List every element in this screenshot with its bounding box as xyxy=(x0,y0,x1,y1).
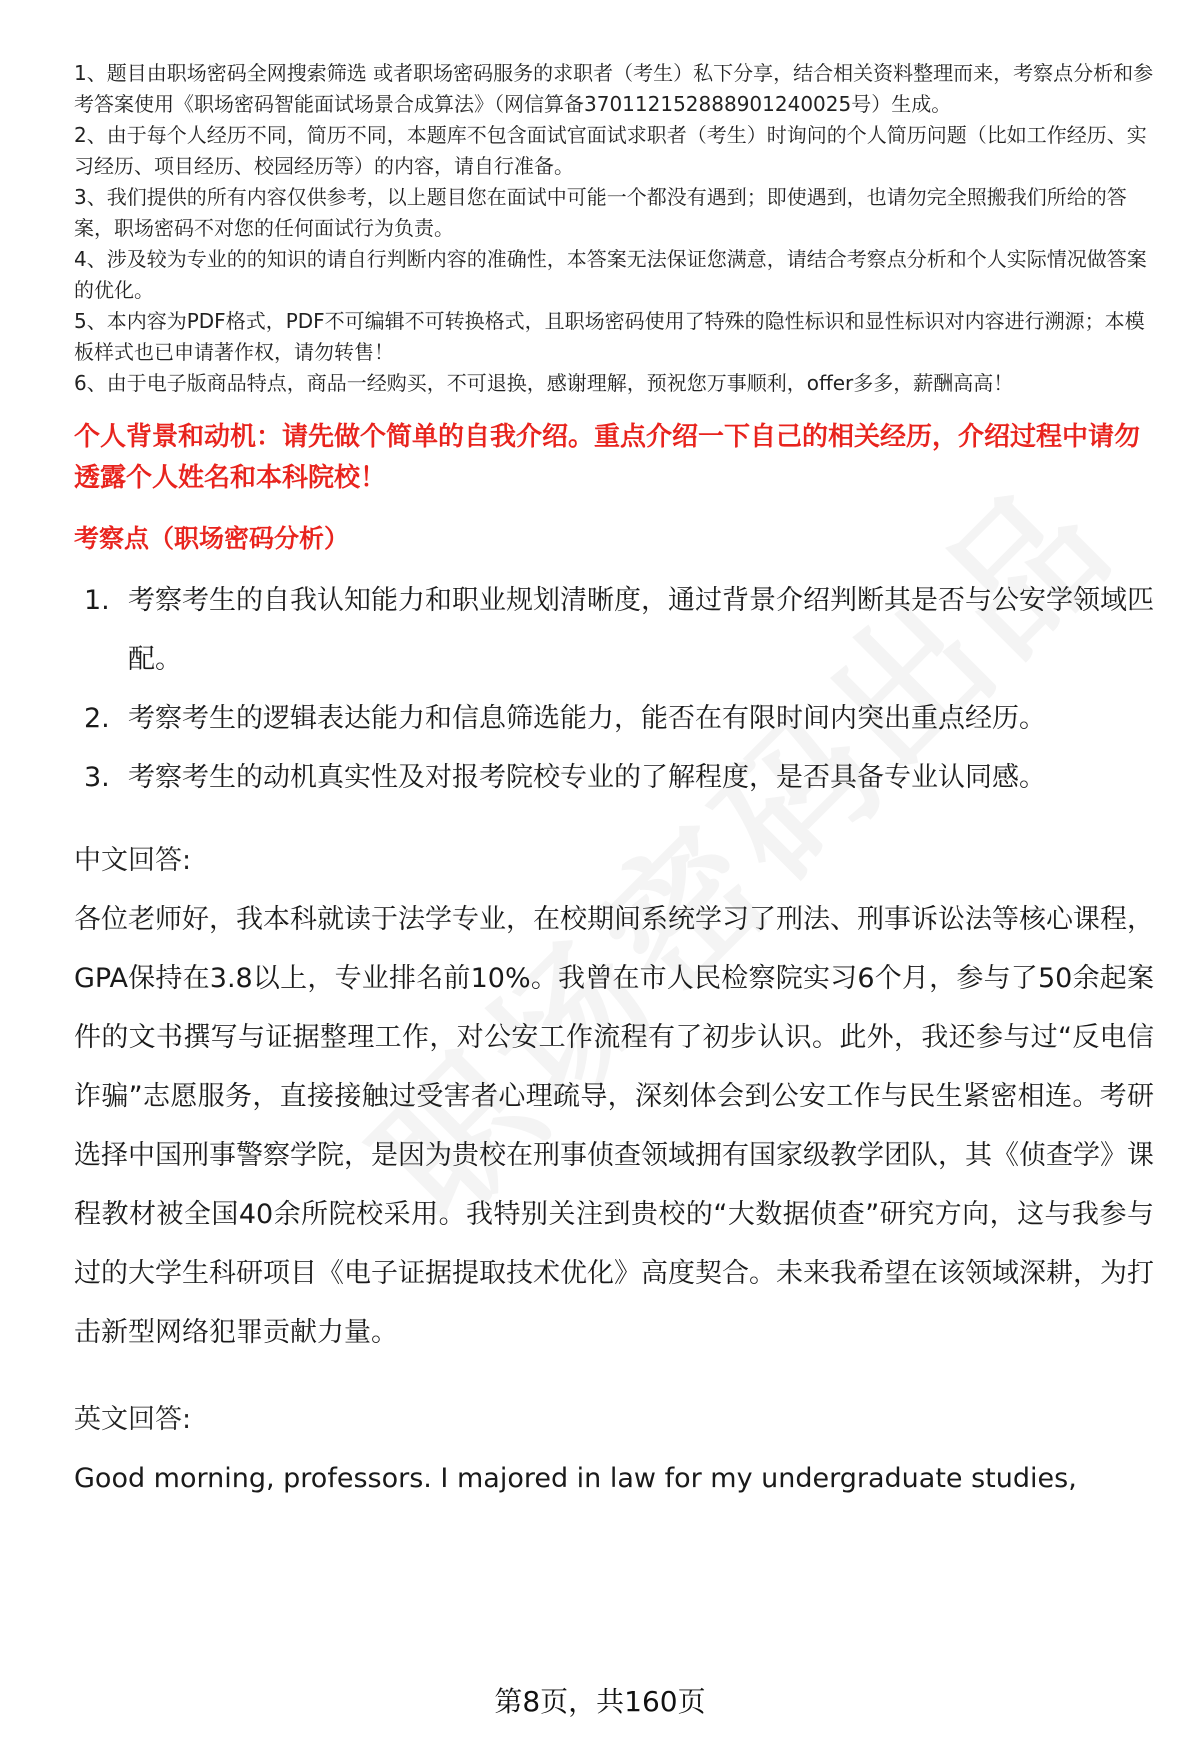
notice-item: 1、题目由职场密码全网搜索筛选 或者职场密码服务的求职者（考生）私下分享，结合相关资料整理而来，考察点分析和参考答案使用《职场密码智能面试场景合成算法》（网信算备370112152888901240025号）生成。 xyxy=(74,61,1154,116)
page-number: 第8页，共160页 xyxy=(494,1685,706,1718)
focus-point xyxy=(74,748,1154,807)
notice-section xyxy=(74,58,1154,399)
notice-item: 6、由于电子版商品特点，商品一经购买，不可退换，感谢理解，预祝您万事顺利，offer多多，薪酬高高！ xyxy=(74,371,1014,395)
notice-item: 5、本内容为PDF格式，PDF不可编辑不可转换格式，且职场密码使用了特殊的隐性标识和显性标识对内容进行溯源；本模板样式也已申请著作权，请勿转售！ xyxy=(74,309,1145,364)
focus-points-list xyxy=(74,571,1154,807)
focus-point-number: 3. xyxy=(84,762,110,793)
focus-point-number: 1. xyxy=(84,585,110,616)
english-answer-label: 英文回答: xyxy=(74,1404,192,1435)
focus-point-text: 考察考生的逻辑表达能力和信息筛选能力，能否在有限时间内突出重点经历。 xyxy=(128,703,1046,734)
focus-point xyxy=(74,689,1154,748)
focus-point-text: 考察考生的动机真实性及对报考院校专业的了解程度，是否具备专业认同感。 xyxy=(128,762,1046,793)
focus-title: 考察点（职场密码分析） xyxy=(74,524,350,553)
focus-point xyxy=(74,571,1154,689)
notice-item: 4、涉及较为专业的的知识的请自行判断内容的准确性，本答案无法保证您满意，请结合考察点分析和个人实际情况做答案的优化。 xyxy=(74,247,1147,302)
notice-item: 2、由于每个人经历不同，简历不同，本题库不包含面试官面试求职者（考生）时询问的个人简历问题（比如工作经历、实习经历、项目经历、校园经历等）的内容，请自行准备。 xyxy=(74,123,1147,178)
question-title: 个人背景和动机：请先做个简单的自我介绍。重点介绍一下自己的相关经历，介绍过程中请勿透露个人姓名和本科院校！ xyxy=(74,422,1141,493)
focus-point-number: 2. xyxy=(84,703,110,734)
chinese-answer-label: 中文回答: xyxy=(74,845,192,876)
chinese-answer-text: 各位老师好，我本科就读于法学专业，在校期间系统学习了刑法、刑事诉讼法等核心课程，GPA保持在3.8以上，专业排名前10%。我曾在市人民检察院实习6个月，参与了50余起案件的文书撰写与证据整理工作，对公安工作流程有了初步认识。此外，我还参与过“反电信诈骗”志愿服务，直接接触过受害者心理疏导，深刻体会到公安工作与民生紧密相连。考研选择中国刑事警察学院，是因为贵校在刑事侦查领域拥有国家级教学团队，其《侦查学》课程教材被全国40余所院校采用。我特别关注到贵校的“大数据侦查”研究方向，这与我参与过的大学生科研项目《电子证据提取技术优化》高度契合。未来我希望在该领域深耕，为打击新型网络犯罪贡献力量。 xyxy=(74,904,1154,1348)
english-answer-text: Good morning, professors. I majored in law for my undergraduate studies, xyxy=(74,1463,1077,1494)
focus-point-text: 考察考生的自我认知能力和职业规划清晰度，通过背景介绍判断其是否与公安学领域匹配。 xyxy=(128,585,1154,675)
document-page xyxy=(74,58,1154,1508)
notice-item: 3、我们提供的所有内容仅供参考，以上题目您在面试中可能一个都没有遇到；即使遇到，也请勿完全照搬我们所给的答案，职场密码不对您的任何面试行为负责。 xyxy=(74,185,1127,240)
